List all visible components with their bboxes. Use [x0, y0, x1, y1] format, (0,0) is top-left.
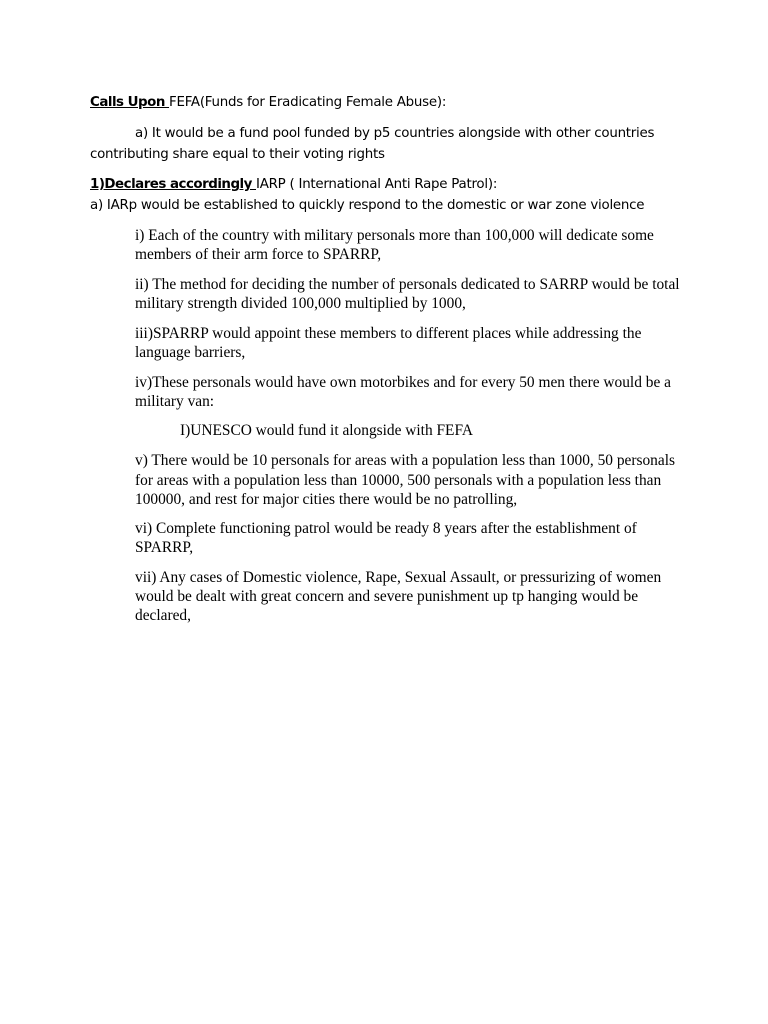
calls-upon-item-a-line1: a) It would be a fund pool funded by p5 countries alongside with other countries — [135, 126, 655, 141]
clause-vi-line1: vi) Complete functioning patrol would be ready 8 years after the establishment of — [135, 520, 637, 537]
declares-title: IARP ( International Anti Rape Patrol): — [256, 177, 498, 192]
clause-vii-line2: would be dealt with great concern and severe punishment up tp hanging would be — [135, 588, 639, 605]
clause-vii-line3: declared, — [135, 607, 191, 624]
declares-item-a: a) IARp would be established to quickly respond to the domestic or war zone violence — [90, 198, 645, 213]
clause-iv-line1: iv)These personals would have own motorbikes and for every 50 men there would be a — [135, 374, 671, 391]
clause-i-line2: members of their arm force to SPARRP, — [135, 246, 382, 263]
clause-ii-line2: military strength divided 100,000 multiplied by 1000, — [135, 295, 466, 312]
clause-vi-line2: SPARRP, — [135, 539, 194, 556]
clause-iii-line2: language barriers, — [135, 344, 246, 361]
calls-upon-lead: Calls Upon — [90, 95, 170, 110]
clause-ii-line1: ii) The method for deciding the number of personals dedicated to SARRP would be total — [135, 276, 680, 293]
clause-i-line1: i) Each of the country with military personals more than 100,000 will dedicate some — [135, 227, 654, 244]
clause-iv-line2: military van: — [135, 393, 215, 410]
clause-iv-sub-item: I)UNESCO would fund it alongside with FEFA — [180, 422, 473, 439]
calls-upon-title: FEFA(Funds for Eradicating Female Abuse): — [169, 95, 447, 110]
calls-upon-heading — [90, 93, 446, 112]
declares-lead: 1)Declares accordingly — [90, 177, 257, 192]
calls-upon-item-a-line2: contributing share equal to their voting rights — [90, 147, 385, 162]
declares-heading — [90, 175, 497, 194]
clause-vii-line1: vii) Any cases of Domestic violence, Rape, Sexual Assault, or pressurizing of women — [135, 569, 662, 586]
clause-v-line2: for areas with a population less than 10000, 500 personals with a population less than — [135, 472, 662, 489]
clause-v-line3: 100000, and rest for major cities there would be no patrolling, — [135, 491, 518, 508]
clause-iii-line1: iii)SPARRP would appoint these members to different places while addressing the — [135, 325, 642, 342]
clause-v-line1: v) There would be 10 personals for areas with a population less than 1000, 50 personals — [135, 452, 675, 469]
